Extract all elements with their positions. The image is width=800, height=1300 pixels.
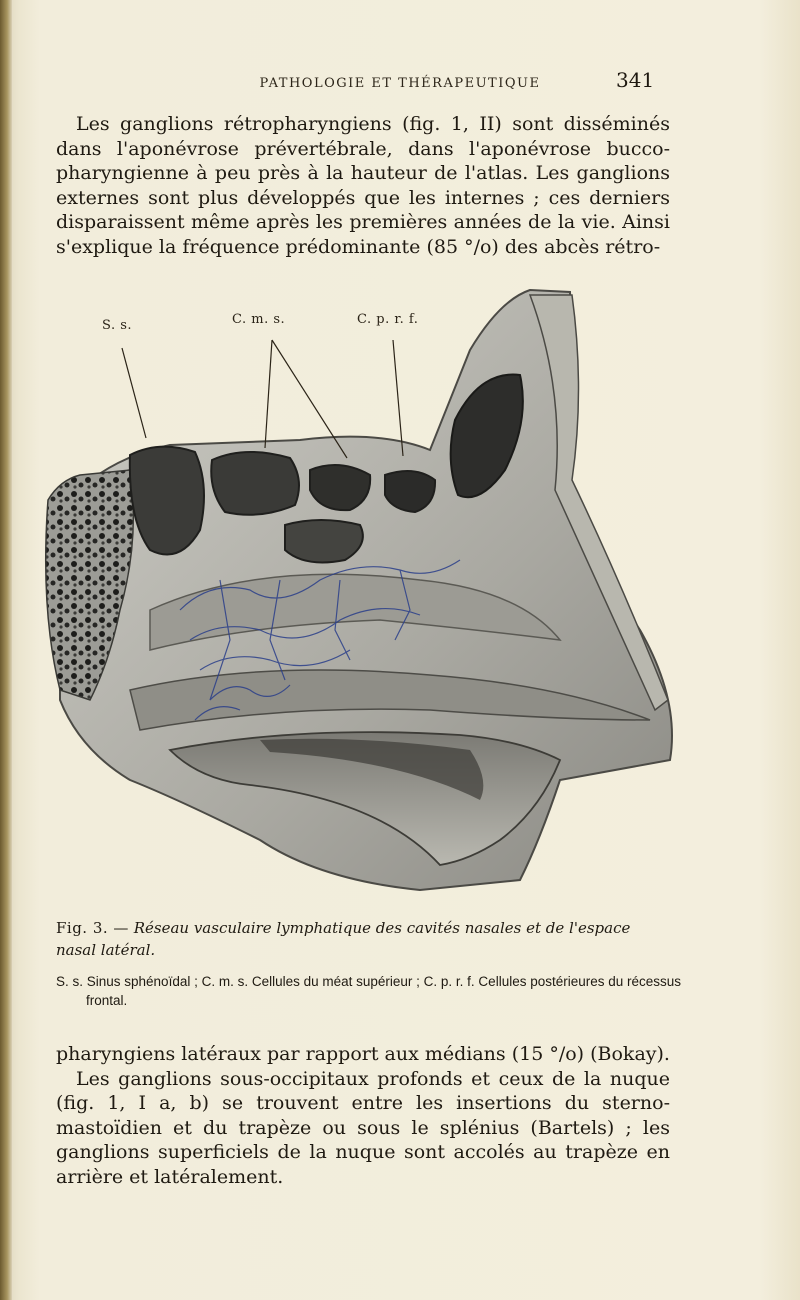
body-text-top xyxy=(56,112,670,259)
paragraph: pharyngiens latéraux par rapport aux médians (15 °/o) (Bokay). xyxy=(56,1043,670,1065)
label-superior-meatus-cells: C. m. s. xyxy=(232,312,286,327)
running-head: PATHOLOGIE ET THÉRAPEUTIQUE xyxy=(259,76,541,91)
caption-title: Réseau vasculaire lymphatique des cavités nasales et de l'espace nasal latéral. xyxy=(56,919,631,959)
label-frontal-recess-cells: C. p. r. f. xyxy=(357,312,419,327)
page-number: 341 xyxy=(616,68,655,92)
paragraph: Les ganglions sous-occipitaux profonds et ceux de la nuque (fig. 1, I a, b) se trouvent entre les insertions du sterno-mastoïdien et du trapèze ou sous le splénius (Bartels) ; les ganglions superficiels de la nuque sont accolés au trapèze en arrière et latéralement. xyxy=(56,1067,670,1188)
figure-legend: S. s. Sinus sphénoïdal ; C. m. s. Cellules du méat supérieur ; C. p. r. f. Cellules postérieures du récessus frontal. xyxy=(56,974,682,1008)
nasal-cavity-illustration xyxy=(0,280,800,900)
label-sphenoid-sinus: S. s. xyxy=(102,318,133,333)
body-text-bottom xyxy=(56,1042,670,1189)
paragraph: Les ganglions rétropharyngiens (fig. 1, II) sont disséminés dans l'aponévrose prévertébrale, dans l'aponévrose bucco-pharyngienne à peu près à la hauteur de l'atlas. Les ganglions externes sont plus développés que les internes ; ces derniers disparaissent même après les premières années de la vie. Ainsi s'explique la fréquence prédominante (85 °/o) des abcès rétro- xyxy=(56,113,670,258)
figure-caption xyxy=(56,917,670,961)
caption-figure-number: Fig. 3. — xyxy=(56,919,129,937)
